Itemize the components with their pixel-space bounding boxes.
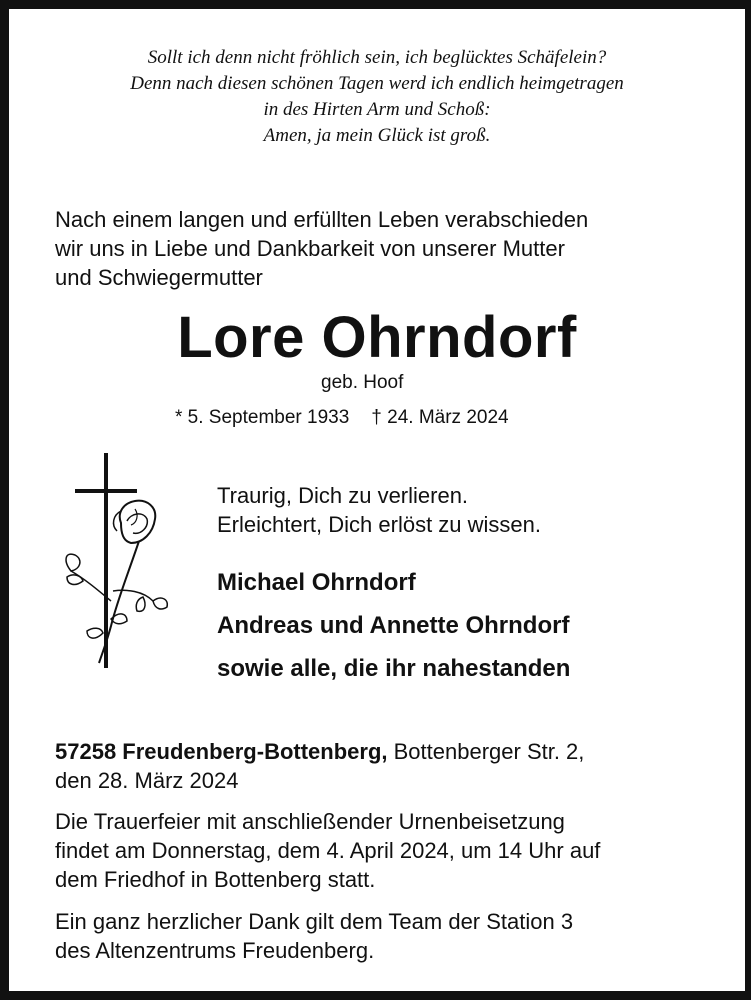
intro-line: wir uns in Liebe und Dankbarkeit von unserer Mutter [55,236,565,261]
mourner-name: Andreas und Annette Ohrndorf [217,612,570,639]
verse-block [9,45,745,149]
leaf-icon [136,597,145,611]
leaf-icon [153,598,167,609]
address-block [55,737,584,795]
ceremony-line: dem Friedhof in Bottenberg statt. [55,867,376,892]
intro-line: und Schwiegermutter [55,265,263,290]
address-line [55,737,584,766]
cross-horizontal-icon [75,489,137,493]
mourner-name: sowie alle, die ihr nahestanden [217,655,571,682]
verse-line: Denn nach diesen schönen Tagen werd ich endlich heimgetragen [130,73,624,94]
address-date: den 28. März 2024 [55,768,239,793]
death-date: † 24. März 2024 [371,407,509,428]
ceremony-line: Die Trauerfeier mit anschließender Urnenbeisetzung [55,809,565,834]
verse-line: in des Hirten Arm und Schoß: [263,99,491,120]
rose-head-icon [120,501,155,543]
intro-line: Nach einem langen und erfüllten Leben verabschieden [55,207,589,232]
mourner-name: Michael Ohrndorf [217,569,416,596]
birth-name: geb. Hoof [321,372,404,393]
address-street: Bottenberger Str. 2, [387,739,585,764]
thanks-line: des Altenzentrums Freudenberg. [55,938,375,963]
ceremony-line: findet am Donnerstag, dem 4. April 2024, um 14 Uhr auf [55,838,601,863]
leaf-icon [67,575,83,585]
consolation-line: Erleichtert, Dich erlöst zu wissen. [217,512,541,537]
thanks-line: Ein ganz herzlicher Dank gilt dem Team der Station 3 [55,909,574,934]
cross-rose-icon [51,451,171,671]
ceremony-text [55,807,600,894]
birth-date: * 5. September 1933 [175,407,350,428]
verse-line: Sollt ich denn nicht fröhlich sein, ich beglücktes Schäfelein? [147,47,607,68]
thanks-text [55,907,573,965]
mourners-list [217,561,570,690]
consolation-line: Traurig, Dich zu verlieren. [217,483,469,508]
consolation-text [217,481,541,539]
address-place: 57258 Freudenberg-Bottenberg, [55,739,388,764]
deceased-name: Lore Ohrndorf [177,305,577,370]
verse-line: Amen, ja mein Glück ist groß. [263,125,491,146]
leaf-icon [66,554,80,571]
leaf-icon [87,628,103,638]
life-dates [175,405,509,431]
intro-text [55,205,588,292]
